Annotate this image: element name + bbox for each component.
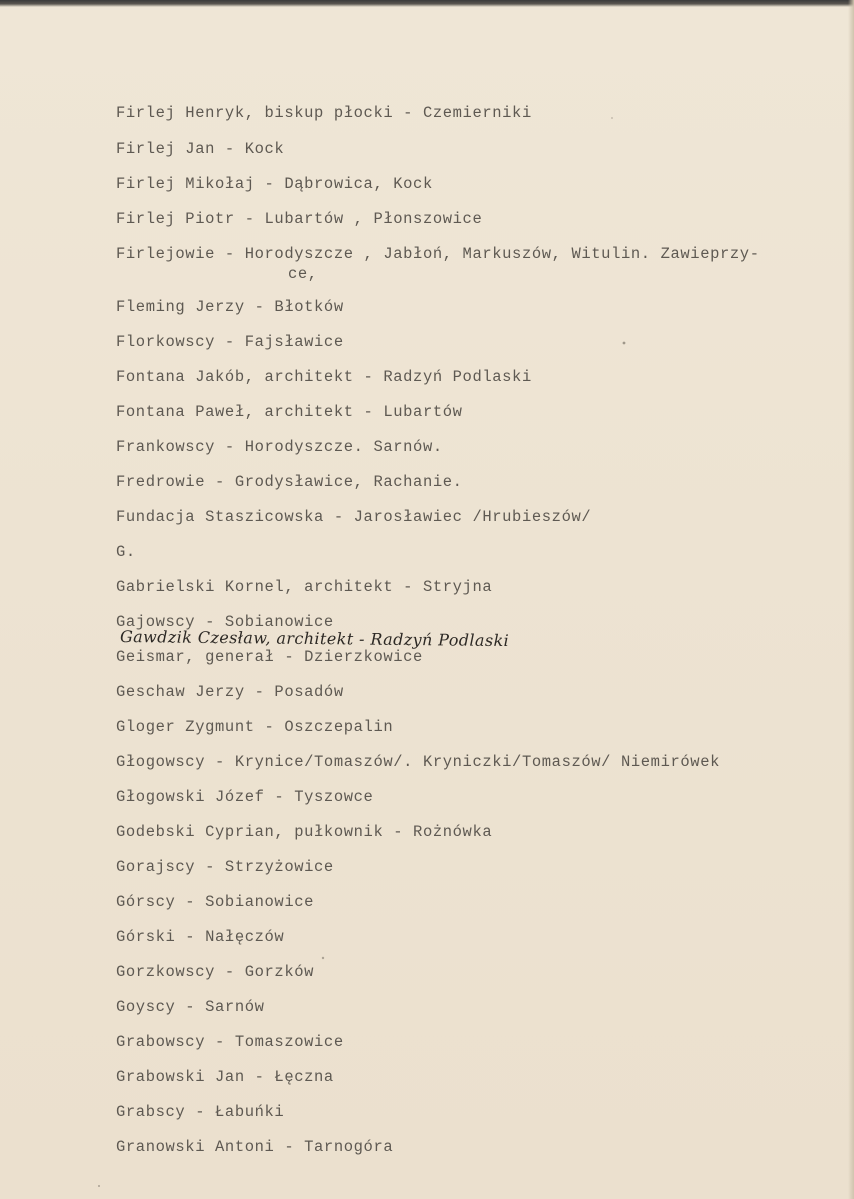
index-entry: Grabowscy - Tomaszowice [116, 1033, 344, 1051]
index-entry: Gorajscy - Strzyżowice [116, 858, 334, 876]
index-entry-continuation: ce, [288, 265, 318, 283]
index-entry: Fleming Jerzy - Błotków [116, 298, 344, 316]
index-entry: Firlej Mikołaj - Dąbrowica, Kock [116, 175, 433, 193]
index-entry: Grabscy - Łabuńki [116, 1103, 285, 1121]
index-entry: Gorzkowscy - Gorzków [116, 963, 315, 981]
scan-right-edge [848, 0, 854, 1199]
index-entry: Górski - Nałęczów [116, 928, 285, 946]
index-entry: Grabowski Jan - Łęczna [116, 1068, 334, 1086]
index-entry: Głogowski Józef - Tyszowce [116, 788, 374, 806]
index-entry: Gloger Zygmunt - Oszczepalin [116, 718, 394, 736]
index-entry: Firlej Henryk, biskup płocki - Czemierniki [116, 104, 532, 122]
index-entry: Firlej Piotr - Lubartów , Płonszowice [116, 210, 483, 228]
index-entry: Firlej Jan - Kock [116, 140, 285, 158]
index-entry: Gabrielski Kornel, architekt - Stryjna [116, 578, 493, 596]
index-entry: Godebski Cyprian, pułkownik - Rożnówka [116, 823, 493, 841]
handwritten-annotation: Gawdzik Czesław, architekt - Radzyń Podlaski [119, 627, 510, 651]
index-entry: Górscy - Sobianowice [116, 893, 315, 911]
section-letter: G. [116, 543, 136, 561]
index-entry: Granowski Antoni - Tarnogóra [116, 1138, 394, 1156]
index-entry: Florkowscy - Fajsławice [116, 333, 344, 351]
index-entry: Fontana Jakób, architekt - Radzyń Podlaski [116, 368, 532, 386]
index-entry: Geschaw Jerzy - Posadów [116, 683, 344, 701]
index-entry: Fontana Paweł, architekt - Lubartów [116, 403, 463, 421]
index-entry: Goyscy - Sarnów [116, 998, 265, 1016]
index-entry: Frankowscy - Horodyszcze. Sarnów. [116, 438, 443, 456]
index-entry: Gajowscy - Sobianowice [116, 613, 334, 631]
index-entry: Fredrowie - Grodysławice, Rachanie. [116, 473, 463, 491]
index-entry: Geismar, generał - Dzierzkowice [116, 648, 423, 666]
scan-top-edge [0, 0, 854, 7]
index-entry: Fundacja Staszicowska - Jarosławiec /Hrubieszów/ [116, 508, 592, 526]
index-entry: Firlejowie - Horodyszcze , Jabłoń, Markuszów, Witulin. Zawieprzy- ce, [116, 245, 760, 283]
index-entry: Głogowscy - Krynice/Tomaszów/. Kryniczki/Tomaszów/ Niemirówek [116, 753, 720, 771]
